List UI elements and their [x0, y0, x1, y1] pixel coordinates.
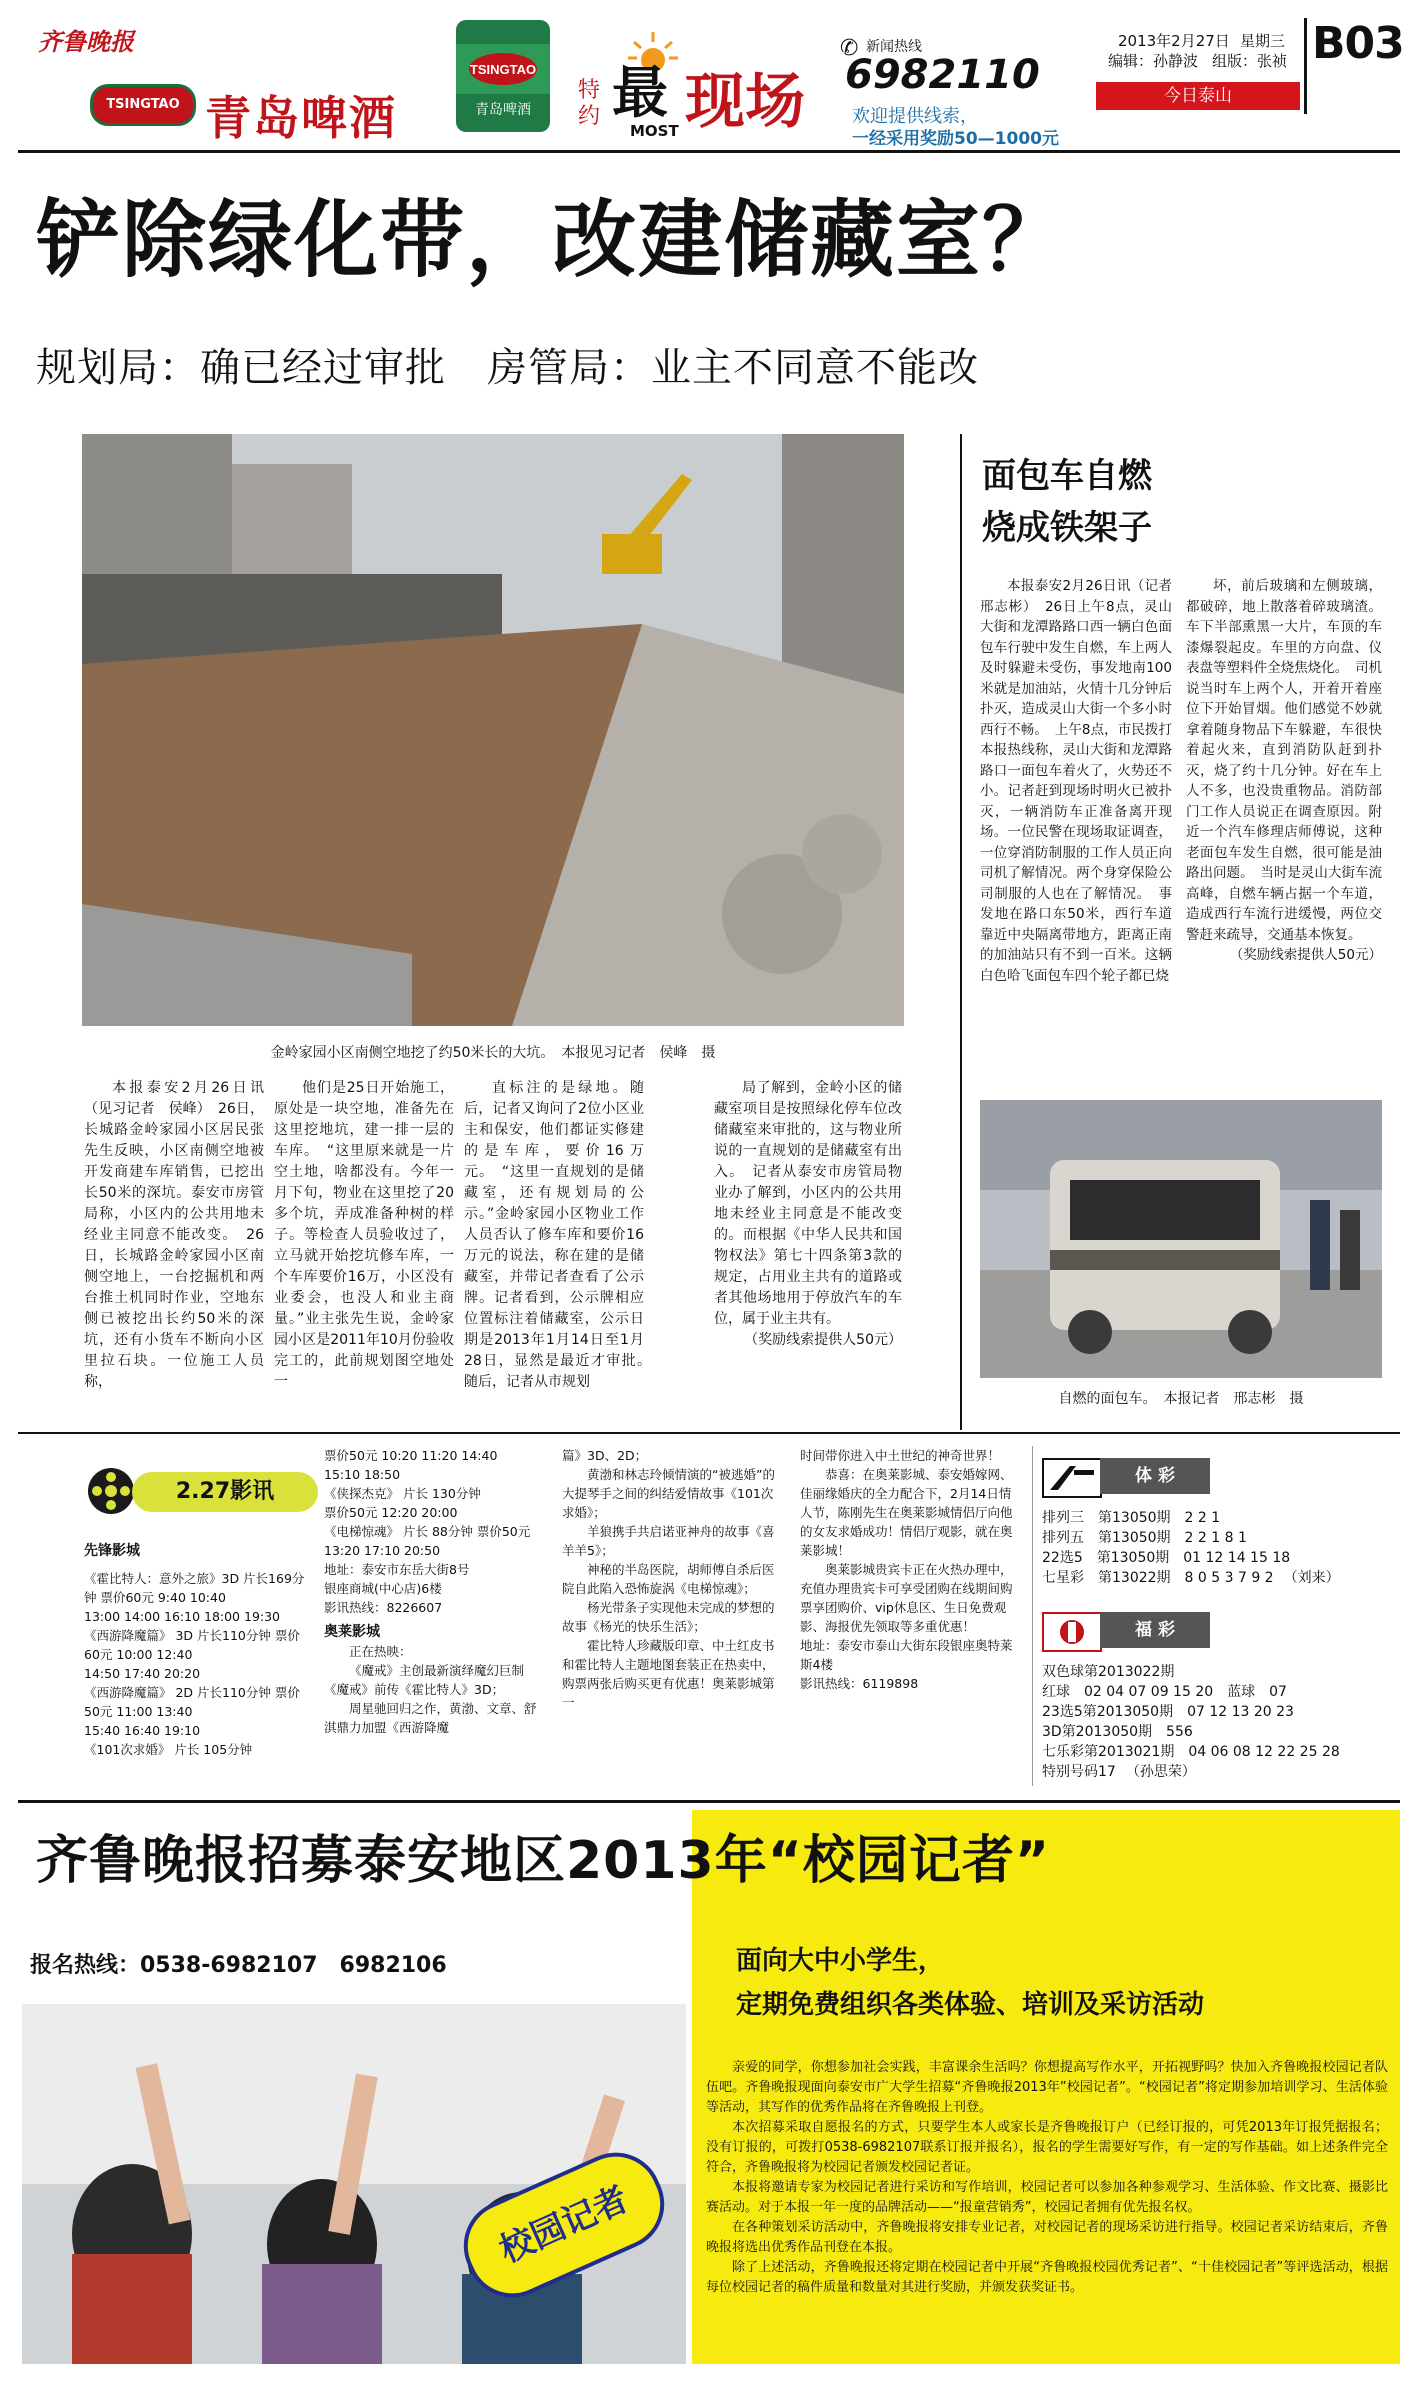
- issue-weekday: 星期三: [1240, 32, 1286, 50]
- excavation-photo-caption: 金岭家园小区南侧空地挖了约50米长的大坑。 本报见习记者 侯峰 摄: [270, 1045, 716, 1061]
- movie-badge: 2.27影讯: [132, 1472, 318, 1512]
- sports-lottery-row: [1042, 1528, 1382, 1548]
- side-story-col-2-text: 坏，前后玻璃和左侧玻璃，都破碎，地上散落着碎玻璃渣。车下半部熏黑一大片，车顶的车漆爆裂起皮。车里的方向盘、仪表盘等塑料件全烧焦烧化。 司机说当时车上两个人，开着开着座位下开始冒烟。他们感觉不妙就拿着随身物品下车躲避，车很快着起火来，直到消防队赶到扑灭，烧了约十几分钟。好在车上人不多，也没贵重物品。消防部门工作人员说正在调查原因。附近一个汽车修理店师傅说，这种老面包车发生自燃，很可能是油路出问题。 当时是灵山大街车流高峰，自燃车辆占据一个车道，造成西行车流行进缓慢，两位交警赶来疏导，交通基本恢复。: [1186, 578, 1382, 943]
- welfare-lottery-row-text: 红球 02 04 07 09 15 20 蓝球 07: [1042, 1684, 1287, 1700]
- movie-col-1-line: 《101次求婚》 片长 105分钟: [84, 1742, 253, 1757]
- movie-col-4-line: 恭喜：在奥莱影城、泰安婚嫁网、佳丽缘婚庆的全力配合下，2月14日情人节，陈刚先生在奥莱影城情侣厅向他的女友求婚成功！情侣厅观影，就在奥莱影城！: [800, 1467, 1013, 1558]
- issue-date: 2013年2月27日: [1118, 32, 1230, 50]
- welfare-lottery-row: [1042, 1742, 1382, 1762]
- editor-credit: 编辑：孙静波: [1108, 52, 1199, 70]
- sports-lottery-row-text: 22选5 第13050期 01 12 14 15 18: [1042, 1550, 1291, 1566]
- side-story-col-1-text: 本报泰安2月26日讯（记者 邢志彬） 26日上午8点，灵山大街和龙潭路路口西一辆白色面包车行驶中发生自燃，车上两人及时躲避未受伤，事发地南100米就是加油站，火情十几分钟后扑灭，造成灵山大街一个多小时西行不畅。 上午8点，市民拨打本报热线称，灵山大街和龙潭路路口一面包车着火了，火势还不小。记者赶到现场时明火已被扑灭，一辆消防车正准备离开现场。一位民警在现场取证调查，一位穿消防制服的工作人员正向司机了解情况。两个身穿保险公司制服的人也在了解情况。 事发地在路口东50米，西行车道靠近中央隔离带地方，距离正南的加油站只有不到一百米。这辆白色哈飞面包车四个轮子都已烧: [980, 578, 1186, 984]
- main-story-col-3-text: 直标注的是绿地。随后，记者又询问了2位小区业主和保安，他们都证实修建的是车库，要价16万元。 “这里一直规划的是储藏室，还有规划局的公示。”金岭家园小区物业工作人员否认了修车库和要价16万元的说法，称在建的是储藏室，并带记者查看了公示牌。记者看到，公示牌相应位置标注着储藏室，公示日期是2013年1月14日至1月28日，显然是最近才审批。 随后，记者从市规划: [464, 1080, 658, 1390]
- sports-lottery-row-text: 七星彩 第13022期 8 0 5 3 7 9 2: [1042, 1570, 1274, 1586]
- welfare-lottery-row: [1042, 1682, 1382, 1702]
- welfare-lottery-logo-icon: [1042, 1612, 1102, 1652]
- sports-lottery-label: 体 彩: [1100, 1458, 1210, 1494]
- svg-text:青岛啤酒: 青岛啤酒: [475, 102, 531, 118]
- main-story-col-2-text: 他们是25日开始施工，原处是一块空地，准备先在这里挖地坑，建一排一层的车库。 “这里原来就是一片空土地，啥都没有。今年一月下旬，物业在这里挖了20多个坑，弄成准备种树的样子。等检查人员验收过了，立马就开始挖坑修车库，一个车库要价16万，小区没有业委会，也没人和业主商量。”业主张先生说，金岭家园小区是2011年10月份验收完工的，此前规划图空地处一: [274, 1080, 454, 1390]
- masthead-vertical-rule: [1304, 18, 1307, 114]
- movie-col-1-line: 先锋影城: [84, 1543, 140, 1559]
- movie-col-2-line: 影讯热线：8226607: [324, 1600, 443, 1615]
- movie-col-3-line: 篇》3D、2D；: [562, 1448, 648, 1463]
- movie-col-1-line: 15:40 16:40 19:10: [84, 1723, 201, 1738]
- hotline-slogan-1: 欢迎提供线索，: [852, 106, 978, 127]
- hotline-number: 6982110: [845, 52, 1040, 98]
- ad-body-paragraph: 本次招募采取自愿报名的方式，只要学生本人或家长是齐鲁晚报订户（已经订报的，可凭2013年订报凭据报名；没有订报的，可拨打0538-6982107联系订报并报名），报名的学生需要好写作，有一定的写作基础。如上述条件完全符合，齐鲁晚报将为校园记者颁发校园记者证。: [706, 2120, 1388, 2175]
- movie-col-4-line: 奥莱影城贵宾卡正在火热办理中，充值办理贵宾卡可享受团购在线期间购票享团购价、vip休息区、生日免费观影、海报优先领取等多重优惠！: [800, 1562, 1013, 1634]
- main-story-col-3: [464, 1078, 658, 1393]
- designer-credit: 组版：张祯: [1212, 52, 1288, 70]
- paper-logo: 齐鲁晚报: [38, 27, 134, 56]
- main-story-col-1: [84, 1078, 264, 1393]
- sports-lottery-row-text: 排列三 第13050期 2 2 1: [1042, 1510, 1221, 1526]
- phone-icon: ✆: [840, 36, 859, 61]
- sports-lottery-results: [1042, 1508, 1382, 1588]
- welfare-lottery-row: [1042, 1662, 1382, 1682]
- main-story-col-4-text: 局了解到，金岭小区的储藏室项目是按照绿化停车位改储藏室来审批的，这与物业所说的一直规划的是储藏室有出入。 记者从泰安市房管局物业办了解到，小区内的公共用地未经业主同意是不能改变的。而根据《中华人民共和国物权法》第七十四条第3款的规定，占用业主共有的道路或者其他场地用于停放汽车的车位，属于业主共有。: [714, 1080, 902, 1327]
- main-story-col-2: [274, 1078, 454, 1393]
- sports-lottery-row: [1042, 1508, 1382, 1528]
- lottery-divider: [1032, 1446, 1033, 1786]
- burned-van-caption: 自燃的面包车。 本报记者 邢志彬 摄: [1058, 1391, 1304, 1407]
- welfare-lottery-row-text: 七乐彩第2013021期 04 06 08 12 22 25 28: [1042, 1744, 1340, 1760]
- burned-van-photo: [980, 1100, 1382, 1378]
- hotline-slogan-2: 一经采用奖励50—1000元: [852, 129, 1059, 149]
- movie-col-2-line: 《魔戒》主创最新演绎魔幻巨制《魔戒》前传《霍比特人》3D；: [324, 1663, 525, 1697]
- movie-col-3: [562, 1446, 782, 1712]
- section-logo-most: 最: [612, 61, 668, 126]
- sports-lottery-row: [1042, 1548, 1382, 1568]
- excavation-photo: [82, 434, 904, 1026]
- masthead-rule: [18, 150, 1400, 153]
- movie-col-2-line: 《侠探杰克》 片长 130分钟: [324, 1486, 481, 1501]
- ad-hotline: 报名热线：0538-6982107 6982106: [30, 1953, 447, 1978]
- movie-col-3-line: 神秘的半岛医院，胡师傅自杀后医院自此陷入恐怖旋涡《电梯惊魂》；: [562, 1562, 775, 1596]
- side-headline-2: 烧成铁架子: [982, 508, 1152, 548]
- movie-col-1-line: 《霍比特人：意外之旅》3D 片长169分钟 票价60元 9:40 10:40: [84, 1571, 305, 1605]
- svg-text:TSINGTAO: TSINGTAO: [469, 62, 537, 77]
- movie-col-2-line: 《电梯惊魂》 片长 88分钟 票价50元 13:20 17:10 20:50: [324, 1524, 531, 1558]
- sports-lottery-row-text: 排列五 第13050期 2 2 1 8 1: [1042, 1530, 1247, 1546]
- sponsor-name: 青岛啤酒: [205, 91, 397, 145]
- movie-col-4: [800, 1446, 1020, 1693]
- ad-lead-2: 定期免费组织各类体验、培训及采访活动: [736, 1990, 1205, 2020]
- movie-col-1-line: 《西游降魔篇》 2D 片长110分钟 票价50元 11:00 13:40: [84, 1685, 300, 1719]
- movie-col-1-line: 14:50 17:40 20:20: [84, 1666, 201, 1681]
- section-rule-movies: [18, 1432, 1400, 1434]
- welfare-lottery-row: [1042, 1702, 1382, 1722]
- main-subhead: 规划局：确已经过审批 房管局：业主不同意不能改: [36, 345, 979, 391]
- side-headline-1: 面包车自燃: [982, 456, 1152, 496]
- section-logo-scene: 现场: [685, 67, 805, 137]
- welfare-lottery-row: [1042, 1722, 1382, 1742]
- main-story-col-4: [714, 1078, 902, 1351]
- ad-title: 齐鲁晚报招募泰安地区2013年“校园记者”: [36, 1831, 1051, 1891]
- movie-col-4-line: 地址：泰安市泰山大街东段银座奥特莱斯4楼: [800, 1638, 1013, 1672]
- film-reel-icon: [86, 1466, 136, 1516]
- movie-col-3-line: 黄渤和林志玲倾情演的“被逃婚”的大提琴手之间的纠结爱情故事《101次求婚》；: [562, 1467, 775, 1520]
- main-story-col-1-text: 本报泰安2月26日讯（见习记者 侯峰） 26日，长城路金岭家园小区居民张先生反映，小区南侧空地被开发商建车库销售，已挖出长50米的深坑。泰安市房管局称，小区内的公共用地未经业主同意不能改变。 26日，长城路金岭家园小区南侧空地上，一台挖掘机和两台推土机同时作业，空地东侧已被挖出长约50米的深坑，还有小货车不断向小区里拉石块。一位施工人员称，: [84, 1080, 264, 1390]
- section-tab: 今日泰山: [1096, 82, 1300, 110]
- sponsor-label: 特约: [578, 78, 601, 129]
- ad-body-paragraph: 除了上述活动，齐鲁晚报还将定期在校园记者中开展“齐鲁晚报校园优秀记者”、“十佳校园记者”等评选活动，根据每位校园记者的稿件质量和数量对其进行奖励，并颁发获奖证书。: [706, 2260, 1388, 2295]
- movie-col-2-line: 15:10 18:50: [324, 1467, 401, 1482]
- movie-col-2: [324, 1446, 544, 1737]
- sports-lottery-row: [1042, 1568, 1382, 1588]
- movie-col-2-line: 周星驰回归之作，黄渤、文章、舒淇鼎力加盟《西游降魔: [324, 1701, 537, 1735]
- side-story-reward-credit: （奖励线索提供人50元）: [1229, 947, 1382, 963]
- movie-col-1-line: 《西游降魔篇》 3D 片长110分钟 票价60元 10:00 12:40: [84, 1628, 300, 1662]
- welfare-lottery-row-text: 3D第2013050期 556: [1042, 1724, 1193, 1740]
- movie-col-4-line: 影讯热线：6119898: [800, 1676, 919, 1691]
- movie-col-3-line: 霍比特人珍藏版印章、中土红皮书和霍比特人主题地图套装正在热卖中，购票两张后购买更有优惠！奥莱影城第一: [562, 1638, 775, 1710]
- welfare-lottery-results: [1042, 1662, 1382, 1782]
- ad-body-paragraph: 亲爱的同学，你想参加社会实践，丰富课余生活吗？你想提高写作水平，开拓视野吗？快加入齐鲁晚报校园记者队伍吧。齐鲁晚报现面向泰安市广大学生招募“齐鲁晚报2013年”校园记者”。“校园记者”将定期参加培训学习、生活体验等活动，其写作的优秀作品将在齐鲁晚报上刊登。: [706, 2060, 1388, 2115]
- welfare-lottery-row-text: 特别号码17: [1042, 1764, 1116, 1780]
- side-story-col-2: [1186, 576, 1382, 966]
- ad-body: [706, 2058, 1388, 2298]
- welfare-lottery-credit: （孙思荣）: [1125, 1764, 1196, 1780]
- main-story-reward-credit: （奖励线索提供人50元）: [744, 1332, 902, 1348]
- movie-col-1-line: 13:00 14:00 16:10 18:00 19:30: [84, 1609, 281, 1624]
- page-number: B03: [1312, 18, 1404, 69]
- movie-col-2-line: 票价50元 12:20 20:00: [324, 1505, 458, 1520]
- movie-col-4-line: 时间带你进入中土世纪的神奇世界！: [800, 1448, 1001, 1463]
- campus-reporter-badge: 校园记者: [449, 2138, 679, 2312]
- welfare-lottery-label: 福 彩: [1100, 1612, 1210, 1648]
- main-headline: 铲除绿化带，改建储藏室？: [36, 191, 1069, 289]
- sports-lottery-logo-icon: [1042, 1458, 1102, 1498]
- sports-lottery-credit: （刘来）: [1283, 1570, 1340, 1586]
- ad-top-rule: [18, 1800, 1400, 1803]
- movie-col-3-line: 羊狼携手共启诺亚神舟的故事《喜羊羊5》；: [562, 1524, 775, 1558]
- ad-lead-1: 面向大中小学生，: [736, 1946, 945, 1976]
- hotline-label: 新闻热线: [866, 39, 922, 55]
- side-story-col-1: [980, 576, 1186, 986]
- movie-col-2-line: 银座商城(中心店)6楼: [324, 1581, 442, 1596]
- movie-col-2-line: 奥莱影城: [324, 1624, 380, 1640]
- side-story-divider: [960, 434, 962, 1430]
- movie-col-2-line: 票价50元 10:20 11:20 14:40: [324, 1448, 498, 1463]
- movie-col-3-line: 杨光带条子实现他未完成的梦想的故事《杨光的快乐生活》；: [562, 1600, 775, 1634]
- welfare-lottery-row-text: 23选5第2013050期 07 12 13 20 23: [1042, 1704, 1294, 1720]
- ad-body-paragraph: 本报将邀请专家为校园记者进行采访和写作培训，校园记者可以参加各种参观学习、生活体验、作文比赛、摄影比赛活动。对于本报一年一度的品牌活动——“报童营销秀”，校园记者拥有优先报名权。: [706, 2180, 1388, 2215]
- tsingtao-badge: TSINGTAO: [90, 84, 196, 126]
- section-logo-most-en: MOST: [630, 122, 679, 140]
- welfare-lottery-row-text: 双色球第2013022期: [1042, 1664, 1175, 1680]
- ad-body-paragraph: 在各种策划采访活动中，齐鲁晚报将安排专业记者，对校园记者的现场采访进行指导。校园记者采访结束后，齐鲁晚报将选出优秀作品刊登在本报。: [706, 2220, 1388, 2255]
- beer-can-icon: [448, 14, 558, 138]
- movie-col-2-line: 正在热映：: [349, 1644, 412, 1659]
- welfare-lottery-row: [1042, 1762, 1382, 1782]
- movie-col-1: [84, 1542, 314, 1759]
- movie-col-2-line: 地址：泰安市东岳大街8号: [324, 1562, 470, 1577]
